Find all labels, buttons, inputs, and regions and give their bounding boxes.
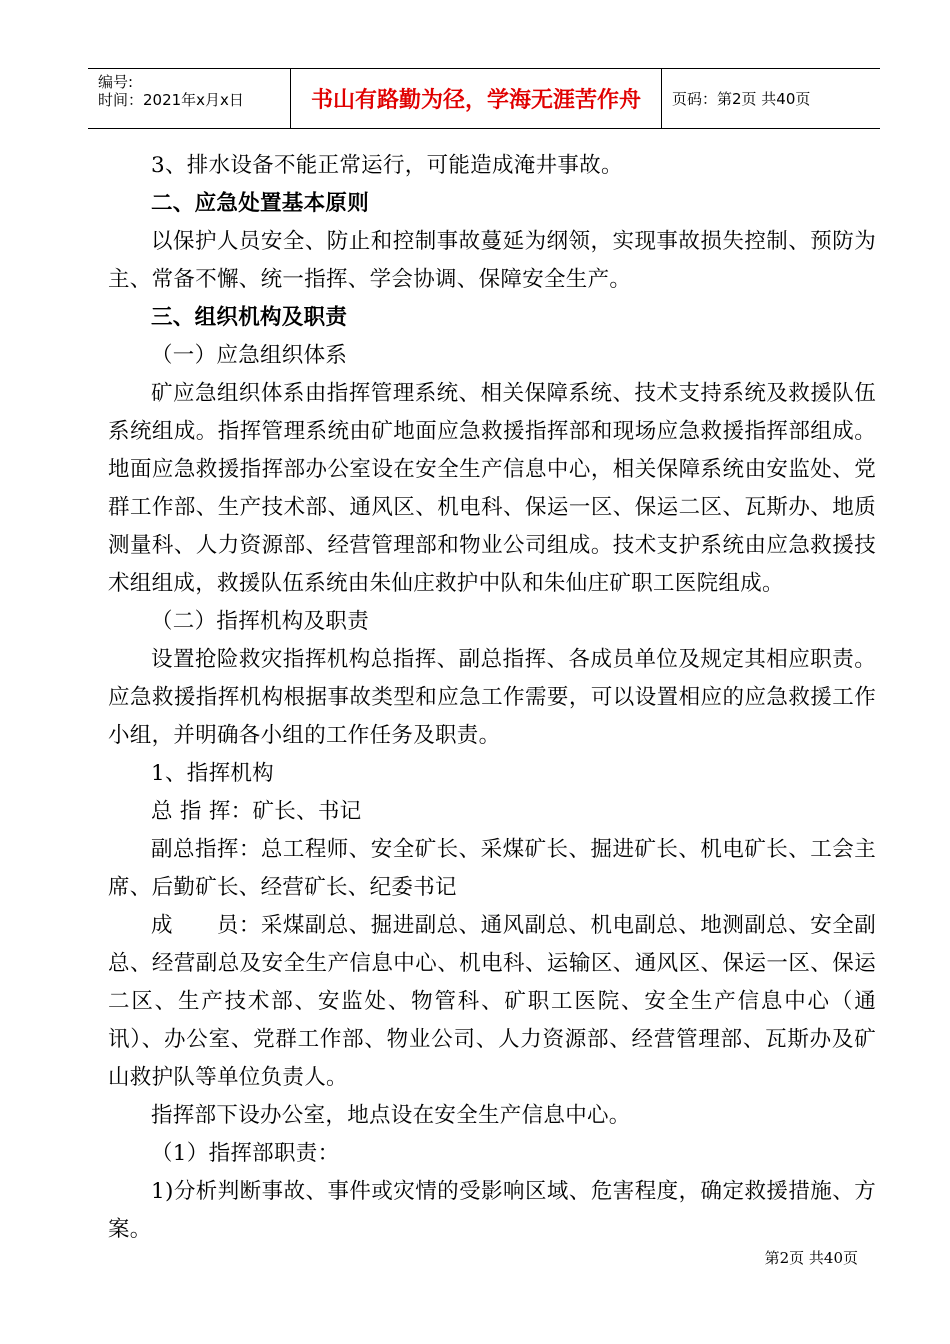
subsection-heading: （一）应急组织体系 [151, 343, 348, 368]
document-body [108, 147, 876, 1249]
header-motto: 书山有路勤为径，学海无涯苦作舟 [290, 69, 662, 128]
paragraph: 总 指 挥：矿长、书记 [151, 799, 362, 824]
document-time: 时间：2021年x月x日 [98, 91, 244, 109]
subsection-heading: （二）指挥机构及职责 [151, 609, 370, 634]
paragraph: 以保护人员安全、防止和控制事故蔓延为纲领，实现事故损失控制、预防为主、常备不懈、统一指挥、学会协调、保障安全生产。 [108, 229, 876, 292]
paragraph: 1、指挥机构 [151, 761, 274, 786]
paragraph: 副总指挥：总工程师、安全矿长、采煤矿长、掘进矿长、机电矿长、工会主席、后勤矿长、经营矿长、纪委书记 [108, 837, 876, 900]
header-page-info: 页码：第2页 共40页 [672, 90, 811, 108]
header-meta [88, 69, 290, 128]
document-number-label: 编号: [98, 73, 134, 91]
paragraph: 成 员：采煤副总、掘进副总、通风副总、机电副总、地测副总、安全副总、经营副总及安全生产信息中心、机电科、运输区、通风区、保运一区、保运二区、生产技术部、安监处、物管科、矿职工医院、安全生产信息中心（通讯）、办公室、党群工作部、物业公司、人力资源部、经营管理部、瓦斯办及矿山救护队等单位负责人。 [108, 913, 876, 1090]
paragraph: 矿应急组织体系由指挥管理系统、相关保障系统、技术支持系统及救援队伍系统组成。指挥管理系统由矿地面应急救援指挥部和现场应急救援指挥部组成。地面应急救援指挥部办公室设在安全生产信息中心，相关保障系统由安监处、党群工作部、生产技术部、通风区、机电科、保运一区、保运二区、瓦斯办、地质测量科、人力资源部、经营管理部和物业公司组成。技术支护系统由应急救援技术组组成，救援队伍系统由朱仙庄救护中队和朱仙庄矿职工医院组成。 [108, 381, 876, 596]
paragraph: 1)分析判断事故、事件或灾情的受影响区域、危害程度，确定救援措施、方案。 [108, 1179, 876, 1242]
paragraph: 指挥部下设办公室，地点设在安全生产信息中心。 [151, 1103, 631, 1128]
page-footer: 第2页 共40页 [764, 1249, 858, 1267]
page-header [88, 68, 880, 129]
section-heading: 二、应急处置基本原则 [151, 191, 370, 216]
paragraph: 3、排水设备不能正常运行，可能造成淹井事故。 [151, 153, 623, 178]
paragraph: （1）指挥部职责： [151, 1141, 340, 1166]
section-heading: 三、组织机构及职责 [151, 305, 348, 330]
paragraph: 设置抢险救灾指挥机构总指挥、副总指挥、各成员单位及规定其相应职责。应急救援指挥机构根据事故类型和应急工作需要，可以设置相应的应急救援工作小组，并明确各小组的工作任务及职责。 [108, 647, 876, 748]
